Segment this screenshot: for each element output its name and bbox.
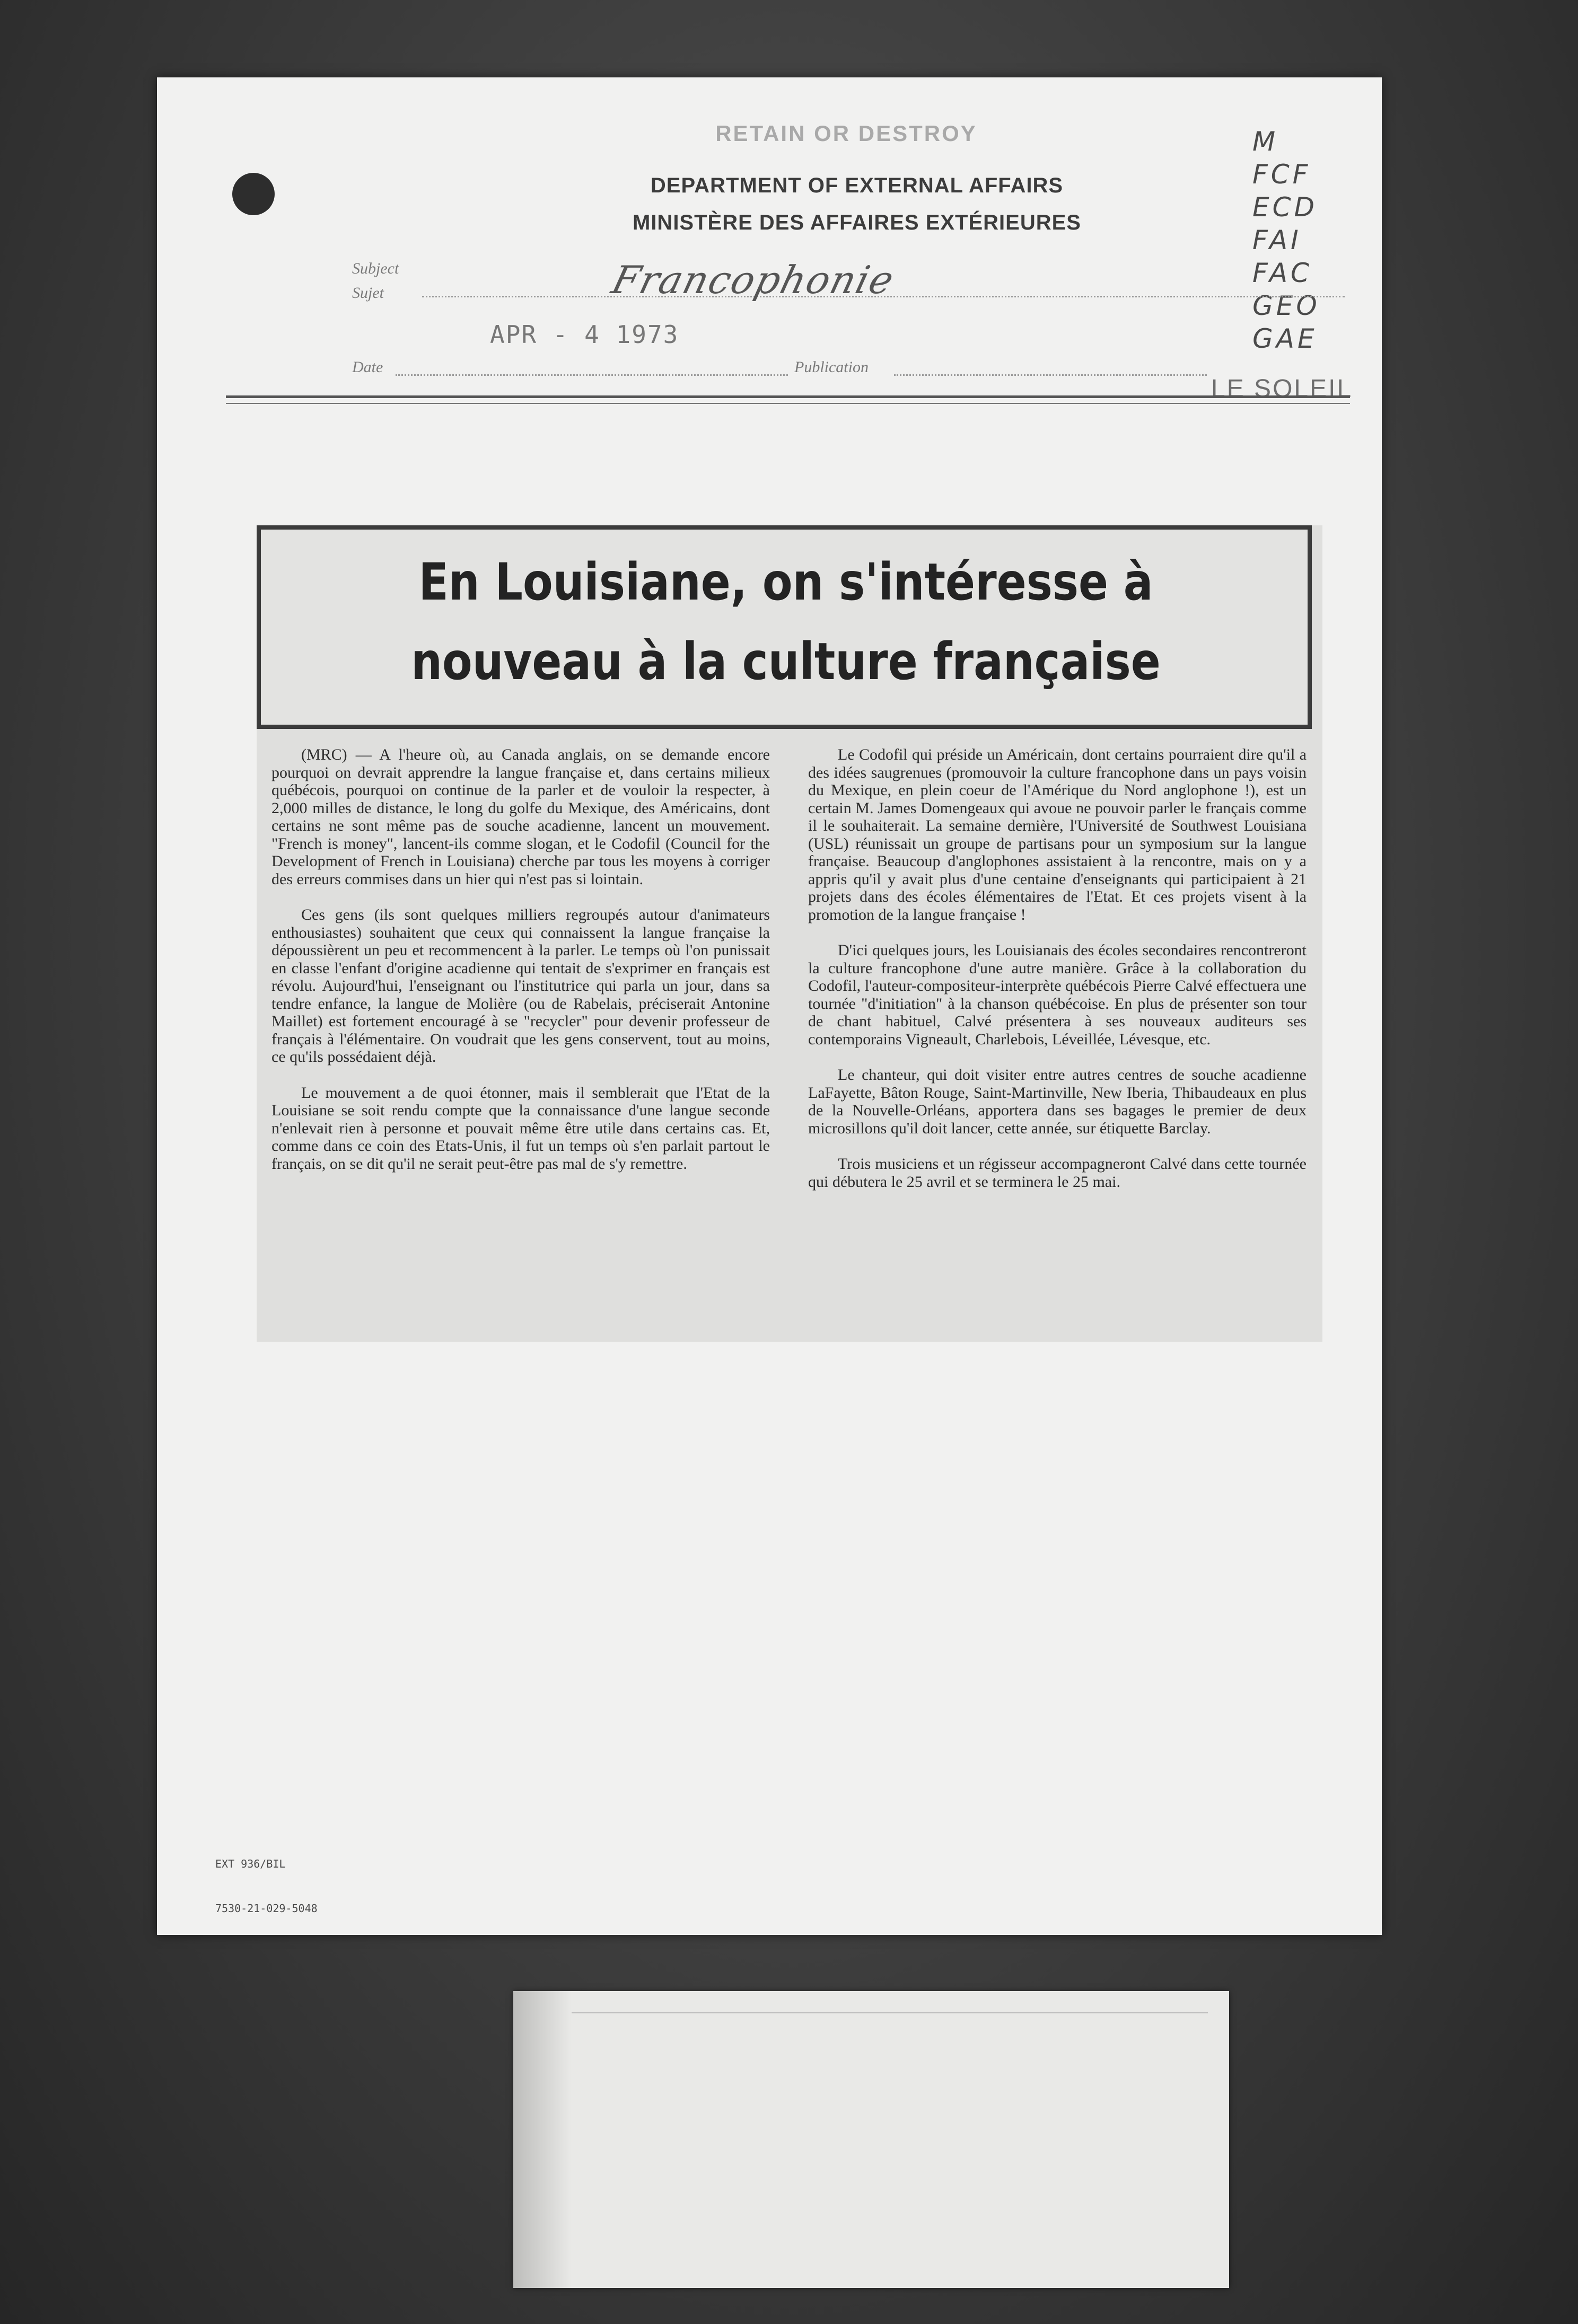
subject-label: Subject [352,260,399,277]
department-name-english: DEPARTMENT OF EXTERNAL AFFAIRS [650,174,1064,197]
subject-handwritten-value: Francophonie [607,258,899,302]
header-rule-thin [226,403,1350,404]
routing-codes [1252,125,1374,355]
article-headline [353,542,1219,701]
article-paragraph: Le chanteur, qui doit visiter entre autres centres de souche acadienne LaFayette, Bâton Rouge, Saint-Martinville, New Iberia, Thibaudeaux en plus de la Nouvelle-Orléans, apportera dans ses bagages le premier de deux microsillons qu'il doit lancer, cette année, sur étiquette Barclay. [808,1066,1307,1137]
article-paragraph: Ces gens (ils sont quelques milliers regroupés autour d'animateurs enthousiastes) souhaitent que ceux qui connaissent la langue française la dépoussièrent un peu et recommencent à la parler. Le temps où l'on punissait en classe l'enfant d'origine acadienne qui tentait de s'exprimer en français est révolu. Aujourd'hui, l'enseignant ou l'institutrice qui parla un jour, dans sa tendre enfance, la langue de Molière (ou de Rabelais, préciserait Antonine Maillet) est fortement encouragé à se "recycler" pour devenir professeur de français à l'élémentaire. On voudrait que les gens conservent, tout au moins, ce qu'ils possédaient déjà. [271,906,770,1066]
headline-line: nouveau à la culture française [411,632,1161,691]
publication-stamp: LE SOLEIL [1211,375,1353,403]
headline-box [257,525,1312,729]
date-dotted-line [396,374,788,376]
routing-code: FAC [1252,258,1312,288]
publication-label: Publication [794,358,869,376]
envelope-edge [572,2012,1208,2013]
article-paragraph: D'ici quelques jours, les Louisianais des écoles secondaires rencontreront la culture francophone d'une autre manière. Grâce à la collaboration du Codofil, l'auteur-compositeur-interprète québécois Pierre Calvé effectuera une tournée "d'initiation" à la chanson québécoise. En plus de présenter son tour de chant habituel, Calvé présentera à ses nouveaux auditeurs ses contemporains Vigneault, Charlebois, Léveillée, Lévesque, etc. [808,941,1307,1048]
form-number-line: 7530-21-029-5048 [215,1902,318,1915]
sujet-label: Sujet [352,284,384,302]
article-paragraph: Le Codofil qui préside un Américain, dont certains pourraient dire qu'il a des idées saugrenues (promouvoir la culture francophone dans un pays voisin du Mexique, en plein coeur de l'Amérique du Nord anglophone !), est un certain M. James Domengeaux qui avoue ne pouvoir parler le français comme il le souhaiterait. La semaine dernière, l'Université de Southwest Louisiana (USL) réunissait un groupe de partisans pour un symposium sur la langue française. Beaucoup d'anglophones assistaient à la rencontre, mais on y a appris qu'il y avait plus d'une centaine d'enseignants qui participaient à 21 projets dans des écoles élémentaires de l'Etat. Et ces projets visent à la promotion de la langue française ! [808,746,1307,923]
publication-dotted-line [894,374,1207,376]
article-paragraph: (MRC) — A l'heure où, au Canada anglais, on se demande encore pourquoi on devrait apprendre la langue française et, dans certains milieux québécois, pourquoi on continue de la parler et de vouloir la respecter, à 2,000 milles de distance, le long du golfe du Mexique, des Américains, dont certains ne sont même pas de souche acadienne, lancent un mouvement. "French is money", lancent-ils comme slogan, et le Codofil (Council for the Development of French in Louisiana) cherche par tous les moyens à corriger des erreurs commises dans un hier qui n'est pas si lointain. [271,746,770,888]
routing-code: FAI [1252,225,1302,256]
date-label: Date [352,358,383,376]
headline-line: En Louisiane, on s'intéresse à [418,552,1153,612]
article-paragraph: Trois musiciens et un régisseur accompagneront Calvé dans cette tournée qui débutera le 25 avril et se terminera le 25 mai. [808,1155,1307,1191]
punch-hole [232,173,275,215]
newspaper-clipping [257,525,1322,1342]
form-number [215,1827,318,1946]
article-column-right [808,746,1307,1209]
routing-code: GEO [1252,290,1320,321]
article-column-left [271,746,770,1191]
envelope [513,1991,1229,2288]
routing-code: M [1252,126,1279,157]
article-paragraph: Le mouvement a de quoi étonner, mais il semblerait que l'Etat de la Louisiane se soit rendu compte que la connaissance d'une langue seconde n'enlevait rien à personne et pouvait même être utile dans certains cas. Et, comme dans ce coin des Etats-Unis, il fut un temps où s'en parlait partout le français, on se dit qu'il ne serait peut-être pas mal de s'y remettre. [271,1084,770,1173]
clipping-form-sheet [157,77,1382,1935]
envelope-flap [513,1991,572,2288]
form-number-line: EXT 936/BIL [215,1858,286,1870]
header-rule [226,395,1350,398]
routing-code: GAE [1252,323,1318,354]
routing-code: ECD [1252,192,1318,223]
department-name-french: MINISTÈRE DES AFFAIRES EXTÉRIEURES [633,211,1081,234]
date-stamp: APR - 4 1973 [490,320,679,349]
routing-code: FCF [1252,159,1311,190]
retain-or-destroy-stamp: RETAIN OR DESTROY [715,121,977,146]
